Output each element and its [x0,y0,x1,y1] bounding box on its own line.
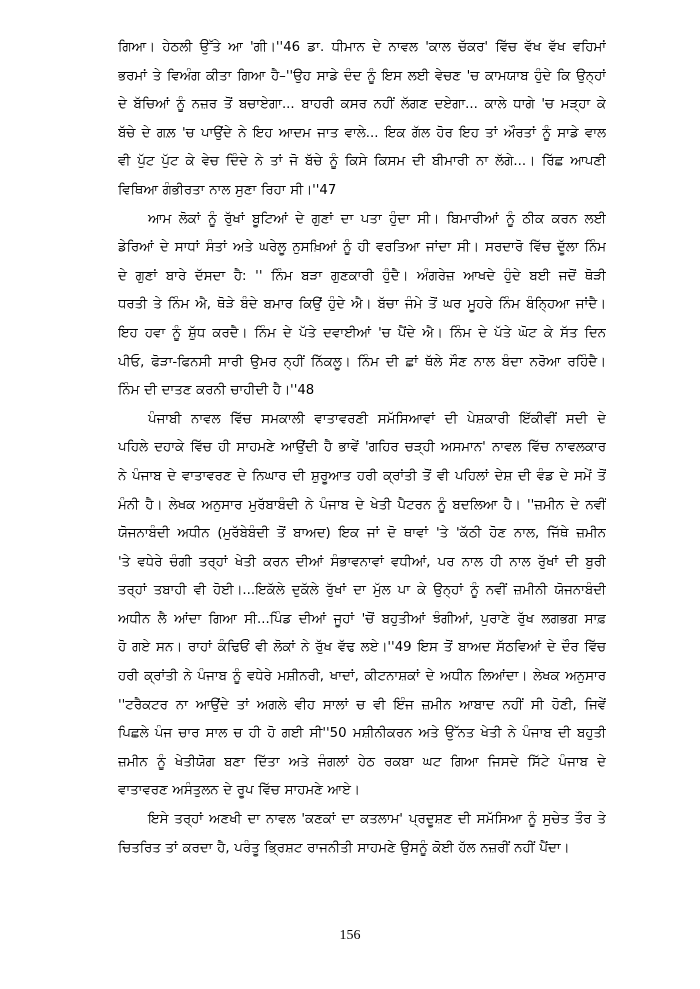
text-line: ਇਸੇ ਤਰ੍ਹਾਂ ਅਣਖੀ ਦਾ ਨਾਵਲ 'ਕਣਕਾਂ ਦਾ ਕਤਲਾਮ' ਪ੍ਰਦੂਸ਼ਣ ਦੀ ਸਮੱਸਿਆ ਨੂੰ ਸੁਚੇਤ ਤੌਰ ਤੇ [148,812,606,828]
text-line: ਵਾਤਾਵਰਣ ਅਸੰਤੁਲਨ ਦੇ ਰੂਪ ਵਿੱਚ ਸਾਹਮਣੇ ਆਏ। [118,783,360,799]
paragraph [118,406,606,806]
text-line: ਧਰਤੀ ਤੇ ਨਿੰਮ ਐ, ਥੋੜੇ ਬੰਦੇ ਬਮਾਰ ਕਿਉਂ ਹੁੰਦੇ ਐ। ਬੱਚਾ ਜੰਮੇ ਤੋਂ ਘਰ ਮੂਹਰੇ ਨਿੰਮ ਬੰਨ੍ਹਿਆ ਜਾਂਦੈ। [118,297,606,313]
text-line: ਆਮ ਲੋਕਾਂ ਨੂੰ ਰੁੱਖਾਂ ਬੂਟਿਆਂ ਦੇ ਗੁਣਾਂ ਦਾ ਪਤਾ ਹੁੰਦਾ ਸੀ। ਬਿਮਾਰੀਆਂ ਨੂੰ ਠੀਕ ਕਰਨ ਲਈ [148,211,606,227]
text-line: ''ਟਰੈਕਟਰ ਨਾ ਆਉਂਦੇ ਤਾਂ ਅਗਲੇ ਵੀਹ ਸਾਲਾਂ ਚ ਵੀ ਇੰਜ ਜ਼ਮੀਨ ਆਬਾਦ ਨਹੀਂ ਸੀ ਹੋਣੀ, ਜਿਵੇਂ [118,697,606,713]
text-line: ਪੰਜਾਬੀ ਨਾਵਲ ਵਿੱਚ ਸਮਕਾਲੀ ਵਾਤਾਵਰਣੀ ਸਮੱਸਿਆਵਾਂ ਦੀ ਪੇਸ਼ਕਾਰੀ ਇੱਕੀਵੀਂ ਸਦੀ ਦੇ [148,411,606,427]
text-line: ਮੰਨੀ ਹੈ। ਲੇਖਕ ਅਨੁਸਾਰ ਮੁਰੱਬਾਬੰਦੀ ਨੇ ਪੰਜਾਬ ਦੇ ਖੇਤੀ ਪੈਟਰਨ ਨੂੰ ਬਦਲਿਆ ਹੈ। ''ਜ਼ਮੀਨ ਦੇ ਨਵੀਂ [118,497,606,513]
text-line: ਤਰ੍ਹਾਂ ਤਬਾਹੀ ਵੀ ਹੋਈ।...ਇਕੱਲੇ ਦੁਕੱਲੇ ਰੁੱਖਾਂ ਦਾ ਮੁੱਲ ਪਾ ਕੇ ਉਨ੍ਹਾਂ ਨੂੰ ਨਵੀਂ ਜ਼ਮੀਨੀ ਯੋਜਨਾਬੰਦੀ [118,583,606,599]
text-line: ਚਿਤਰਿਤ ਤਾਂ ਕਰਦਾ ਹੈ, ਪਰੰਤੂ ਭ੍ਰਿਸ਼ਟ ਰਾਜਨੀਤੀ ਸਾਹਮਣੇ ਉਸਨੂੰ ਕੋਈ ਹੱਲ ਨਜ਼ਰੀਂ ਨਹੀਂ ਪੈਂਦਾ। [118,840,570,856]
document-body [118,34,606,863]
text-line: 'ਤੇ ਵਧੇਰੇ ਚੰਗੀ ਤਰ੍ਹਾਂ ਖੇਤੀ ਕਰਨ ਦੀਆਂ ਸੰਭਾਵਨਾਵਾਂ ਵਧੀਆਂ, ਪਰ ਨਾਲ ਹੀ ਨਾਲ ਰੁੱਖਾਂ ਦੀ ਬੁਰੀ [118,554,606,570]
text-line: ਪੀਓ, ਫੋੜਾ-ਫਿਨਸੀ ਸਾਰੀ ਉਮਰ ਨ੍ਹੀਂ ਨਿੱਕਲੂ। ਨਿੰਮ ਦੀ ਛਾਂ ਥੱਲੇ ਸੌਣ ਨਾਲ ਬੰਦਾ ਨਰੋਆ ਰਹਿੰਦੈ। [118,354,606,370]
text-line: ਦੇ ਗੁਣਾਂ ਬਾਰੇ ਦੱਸਦਾ ਹੈ: '' ਨਿੰਮ ਬੜਾ ਗੁਣਕਾਰੀ ਹੁੰਦੈ। ਅੰਗਰੇਜ਼ ਆਖਦੇ ਹੁੰਦੇ ਬਈ ਜਦੋਂ ਥੋੜੀ [118,268,606,284]
text-line: ਭਰਮਾਂ ਤੇ ਵਿਅੰਗ ਕੀਤਾ ਗਿਆ ਹੈ–''ਉਹ ਸਾਡੇ ਦੰਦ ਨੂੰ ਇਸ ਲਈ ਵੇਚਣ 'ਚ ਕਾਮਯਾਬ ਹੁੰਦੇ ਕਿ ਉਨ੍ਹਾਂ [118,68,606,84]
text-line: ਇਹ ਹਵਾ ਨੂੰ ਸ਼ੁੱਧ ਕਰਦੈ। ਨਿੰਮ ਦੇ ਪੱਤੇ ਦਵਾਈਆਂ 'ਚ ਪੈਂਦੇ ਐ। ਨਿੰਮ ਦੇ ਪੱਤੇ ਘੋਟ ਕੇ ਸੱਤ ਦਿਨ [118,325,606,341]
text-line: ਵਿਥਿਆ ਗੰਭੀਰਤਾ ਨਾਲ ਸੁਣਾ ਰਿਹਾ ਸੀ।''47 [118,182,337,198]
paragraph [118,806,606,863]
text-line: ਯੋਜਨਾਬੰਦੀ ਅਧੀਨ (ਮੁਰੱਬੇਬੰਦੀ ਤੋਂ ਬਾਅਦ) ਇਕ ਜਾਂ ਦੋ ਥਾਵਾਂ 'ਤੇ 'ਕੱਠੀ ਹੋਣ ਨਾਲ, ਜਿੱਥੇ ਜ਼ਮੀਨ [118,526,606,542]
text-line: ਪਹਿਲੇ ਦਹਾਕੇ ਵਿੱਚ ਹੀ ਸਾਹਮਣੇ ਆਉਂਦੀ ਹੈ ਭਾਵੇਂ 'ਗਹਿਰ ਚੜ੍ਹੀ ਅਸਮਾਨ' ਨਾਵਲ ਵਿੱਚ ਨਾਵਲਕਾਰ [118,440,606,456]
paragraph [118,206,606,406]
text-line: ਨਿੰਮ ਦੀ ਦਾਤਣ ਕਰਨੀ ਚਾਹੀਦੀ ਹੈ।''48 [118,383,315,399]
paragraph [118,34,606,206]
text-line: ਬੱਚੇ ਦੇ ਗਲ਼ 'ਚ ਪਾਉਂਦੇ ਨੇ ਇਹ ਆਦਮ ਜਾਤ ਵਾਲੇ... ਇਕ ਗੱਲ ਹੋਰ ਇਹ ਤਾਂ ਔਰਤਾਂ ਨੂੰ ਸਾਡੇ ਵਾਲ [118,125,606,141]
text-line: ਹਰੀ ਕ੍ਰਾਂਤੀ ਨੇ ਪੰਜਾਬ ਨੂੰ ਵਧੇਰੇ ਮਸ਼ੀਨਰੀ, ਖਾਦਾਂ, ਕੀਟਨਾਸ਼ਕਾਂ ਦੇ ਅਧੀਨ ਲਿਆਂਦਾ। ਲੇਖਕ ਅਨੁਸਾਰ [118,669,606,685]
page-number: 156 [339,928,361,943]
text-line: ਅਧੀਨ ਲੈ ਆਂਦਾ ਗਿਆ ਸੀ...ਪਿੰਡ ਦੀਆਂ ਜੂਹਾਂ 'ਚੋਂ ਬਹੁਤੀਆਂ ਝੰਗੀਆਂ, ਪੁਰਾਣੇ ਰੁੱਖ ਲਗਭਗ ਸਾਫ਼ [118,611,606,627]
text-line: ਪਿਛਲੇ ਪੰਜ ਚਾਰ ਸਾਲ ਚ ਹੀ ਹੋ ਗਈ ਸੀ''50 ਮਸ਼ੀਨੀਕਰਨ ਅਤੇ ਉੱਨਤ ਖੇਤੀ ਨੇ ਪੰਜਾਬ ਦੀ ਬਹੁਤੀ [118,726,606,742]
text-line: ਹੋ ਗਏ ਸਨ। ਰਾਹਾਂ ਕੰਢਿਓਂ ਵੀ ਲੋਕਾਂ ਨੇ ਰੁੱਖ ਵੱਢ ਲਏ।''49 ਇਸ ਤੋਂ ਬਾਅਦ ਸੱਠਵਿਆਂ ਦੇ ਦੌਰ ਵਿੱਚ [118,640,606,656]
text-line: ਦੇ ਬੱਚਿਆਂ ਨੂੰ ਨਜ਼ਰ ਤੋਂ ਬਚਾਏਗਾ... ਬਾਹਰੀ ਕਸਰ ਨਹੀਂ ਲੱਗਣ ਦਏਗਾ... ਕਾਲੇ ਧਾਗੇ 'ਚ ਮੜ੍ਹਾ ਕੇ [118,97,606,113]
text-line: ਵੀ ਪੁੱਟ ਪੁੱਟ ਕੇ ਵੇਚ ਦਿੰਦੇ ਨੇ ਤਾਂ ਜੋ ਬੱਚੇ ਨੂੰ ਕਿਸੇ ਕਿਸਮ ਦੀ ਬੀਮਾਰੀ ਨਾ ਲੱਗੇ...। ਰਿੱਛ ਆਪਣੀ [118,154,606,170]
text-line: ਜ਼ਮੀਨ ਨੂੰ ਖੇਤੀਯੋਗ ਬਣਾ ਦਿੱਤਾ ਅਤੇ ਜੰਗਲਾਂ ਹੇਠ ਰਕਬਾ ਘਟ ਗਿਆ ਜਿਸਦੇ ਸਿੱਟੇ ਪੰਜਾਬ ਦੇ [118,754,606,770]
text-line: ਨੇ ਪੰਜਾਬ ਦੇ ਵਾਤਾਵਰਣ ਦੇ ਨਿਘਾਰ ਦੀ ਸ਼ੁਰੂਆਤ ਹਰੀ ਕ੍ਰਾਂਤੀ ਤੋਂ ਵੀ ਪਹਿਲਾਂ ਦੇਸ਼ ਦੀ ਵੰਡ ਦੇ ਸਮੇਂ ਤੋਂ [118,468,606,484]
text-line: ਗਿਆ। ਹੇਠਲੀ ਉੱਤੇ ਆ 'ਗੀ।''46 ਡਾ. ਧੀਮਾਨ ਦੇ ਨਾਵਲ 'ਕਾਲ ਚੱਕਰ' ਵਿੱਚ ਵੱਖ ਵੱਖ ਵਹਿਮਾਂ [118,40,606,55]
text-line: ਡੇਰਿਆਂ ਦੇ ਸਾਧਾਂ ਸੰਤਾਂ ਅਤੇ ਘਰੇਲੂ ਨੁਸਖ਼ਿਆਂ ਨੂੰ ਹੀ ਵਰਤਿਆ ਜਾਂਦਾ ਸੀ। ਸਰਦਾਰੋ ਵਿੱਚ ਦੂੱਲਾ ਨਿੰਮ [118,240,606,256]
